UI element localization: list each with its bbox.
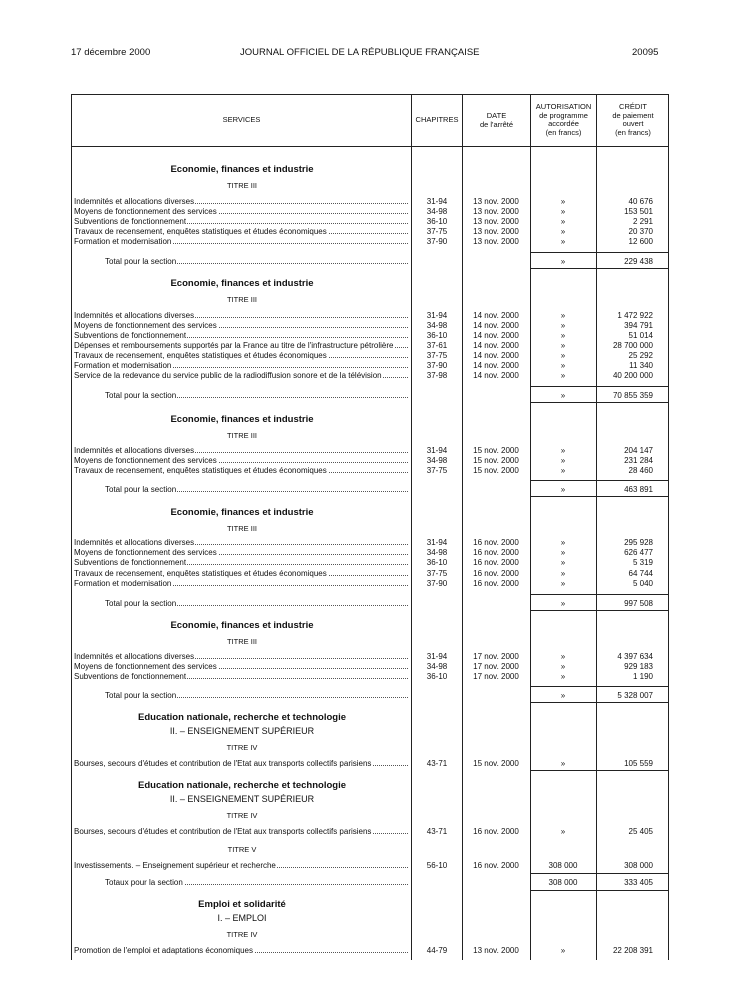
total-rule	[530, 252, 669, 253]
total-credit: 997 508	[624, 599, 653, 608]
titre-heading: TITRE III	[227, 295, 257, 304]
row-autorisation: »	[560, 321, 566, 330]
total-autorisation: 308 000	[548, 878, 578, 887]
titre-heading: TITRE IV	[226, 930, 258, 939]
row-label	[74, 456, 410, 465]
row-credit: 153 501	[624, 207, 653, 216]
row-autorisation: »	[560, 351, 566, 360]
section-subtitle: II. – ENSEIGNEMENT SUPÉRIEUR	[169, 726, 315, 736]
row-autorisation: »	[560, 672, 566, 681]
row-chapitre: 34-98	[426, 321, 448, 330]
row-label	[74, 662, 410, 671]
row-label	[74, 579, 410, 588]
row-chapitre: 37-90	[426, 237, 448, 246]
row-chapitre: 37-98	[426, 371, 448, 380]
row-autorisation: »	[560, 237, 566, 246]
total-autorisation: »	[560, 391, 566, 400]
row-chapitre: 36-10	[426, 331, 448, 340]
titre-heading: TITRE V	[227, 845, 257, 854]
row-chapitre: 37-61	[426, 341, 448, 350]
row-label	[74, 351, 410, 360]
row-autorisation: »	[560, 569, 566, 578]
row-date: 13 nov. 2000	[473, 946, 519, 955]
row-label-text: Indemnités et allocations diverses	[74, 446, 195, 455]
total-rule	[530, 402, 669, 403]
row-label-text: Travaux de recensement, enquêtes statistiques et études économiques	[74, 569, 327, 578]
row-label-text: Indemnités et allocations diverses	[74, 197, 195, 206]
row-label-text: Dépenses et remboursements supportés par la France au titre de l'infrastructure pétrolière	[74, 341, 394, 350]
total-rule	[530, 610, 669, 611]
total-label-text: Total pour la section	[105, 391, 177, 400]
row-label	[74, 672, 410, 681]
row-credit: 28 700 000	[612, 341, 653, 350]
total-rule	[530, 890, 669, 891]
row-label-text: Formation et modernisation	[74, 579, 172, 588]
row-autorisation: 308 000	[548, 861, 578, 870]
row-label	[74, 237, 410, 246]
row-chapitre: 37-90	[426, 361, 448, 370]
section-total-label	[105, 599, 410, 608]
row-date: 17 nov. 2000	[473, 662, 519, 671]
total-rule	[530, 702, 669, 703]
row-label	[74, 227, 410, 236]
row-chapitre: 31-94	[426, 538, 448, 547]
row-date: 14 nov. 2000	[473, 361, 519, 370]
total-rule	[530, 496, 669, 497]
row-label	[74, 861, 410, 870]
row-label-text: Travaux de recensement, enquêtes statistiques et études économiques	[74, 227, 327, 236]
col-header-date-line: de l'arrêté	[479, 119, 514, 129]
row-label-text: Subventions de fonctionnement	[74, 672, 187, 681]
col-header-chapitres: CHAPITRES	[415, 115, 459, 124]
titre-heading: TITRE IV	[226, 811, 258, 820]
row-chapitre: 34-98	[426, 207, 448, 216]
row-date: 16 nov. 2000	[473, 827, 519, 836]
section-total-label	[105, 878, 410, 887]
row-date: 13 nov. 2000	[473, 217, 519, 226]
row-chapitre: 36-10	[426, 558, 448, 567]
row-autorisation: »	[560, 466, 566, 475]
row-date: 13 nov. 2000	[473, 237, 519, 246]
section-title: Economie, finances et industrie	[170, 164, 314, 175]
row-label-text: Subventions de fonctionnement	[74, 558, 187, 567]
row-chapitre: 37-75	[426, 466, 448, 475]
col-header-credit-line: CRÉDIT	[619, 102, 647, 111]
row-label	[74, 446, 410, 455]
total-label-text: Total pour la section	[105, 485, 177, 494]
row-date: 16 nov. 2000	[473, 548, 519, 557]
row-label-text: Indemnités et allocations diverses	[74, 311, 195, 320]
total-rule	[530, 770, 669, 771]
row-label	[74, 371, 410, 380]
col-header-auto-line: de programme	[539, 110, 588, 120]
row-label	[74, 466, 410, 475]
row-date: 14 nov. 2000	[473, 371, 519, 380]
row-autorisation: »	[560, 446, 566, 455]
row-autorisation: »	[560, 662, 566, 671]
row-chapitre: 34-98	[426, 662, 448, 671]
total-credit: 229 438	[624, 257, 653, 266]
row-date: 16 nov. 2000	[473, 538, 519, 547]
row-label-text: Moyens de fonctionnement des services	[74, 207, 217, 216]
row-date: 15 nov. 2000	[473, 466, 519, 475]
row-label-text: Bourses, secours d'études et contribution de l'Etat aux transports collectifs parisiens	[74, 759, 372, 768]
titre-heading: TITRE III	[227, 524, 257, 533]
row-label-text: Moyens de fonctionnement des services	[74, 456, 217, 465]
row-label-text: Investissements. – Enseignement supérieur et recherche	[74, 861, 276, 870]
row-date: 14 nov. 2000	[473, 311, 519, 320]
row-label-text: Formation et modernisation	[74, 361, 172, 370]
row-credit: 20 370	[628, 227, 653, 236]
col-header-date-line: DATE	[486, 111, 507, 120]
row-label	[74, 197, 410, 206]
row-credit: 25 292	[628, 351, 653, 360]
row-label-text: Indemnités et allocations diverses	[74, 538, 195, 547]
row-chapitre: 56-10	[426, 861, 448, 870]
row-credit: 231 284	[624, 456, 653, 465]
section-total-label	[105, 691, 410, 700]
row-credit: 204 147	[624, 446, 653, 455]
section-subtitle: I. – EMPLOI	[217, 913, 267, 923]
row-credit: 308 000	[624, 861, 653, 870]
row-chapitre: 34-98	[426, 456, 448, 465]
total-label-text: Totaux pour la section	[105, 878, 183, 887]
row-label-text: Promotion de l'emploi et adaptations économiques	[74, 946, 253, 955]
total-credit: 333 405	[624, 878, 653, 887]
row-chapitre: 37-75	[426, 227, 448, 236]
row-date: 14 nov. 2000	[473, 351, 519, 360]
row-autorisation: »	[560, 227, 566, 236]
header-divider	[71, 146, 669, 147]
row-date: 16 nov. 2000	[473, 569, 519, 578]
row-label	[74, 331, 410, 340]
row-chapitre: 36-10	[426, 217, 448, 226]
row-label-text: Moyens de fonctionnement des services	[74, 321, 217, 330]
row-label	[74, 569, 410, 578]
row-date: 17 nov. 2000	[473, 652, 519, 661]
row-label	[74, 652, 410, 661]
row-date: 16 nov. 2000	[473, 558, 519, 567]
row-autorisation: »	[560, 311, 566, 320]
row-date: 15 nov. 2000	[473, 446, 519, 455]
row-label-text: Travaux de recensement, enquêtes statistiques et études économiques	[74, 351, 327, 360]
row-date: 15 nov. 2000	[473, 759, 519, 768]
total-credit: 70 855 359	[612, 391, 653, 400]
section-total-label	[105, 257, 410, 266]
page-number: 20095	[632, 47, 659, 58]
row-chapitre: 31-94	[426, 652, 448, 661]
total-autorisation: »	[560, 485, 566, 494]
row-label	[74, 946, 410, 955]
col-header-credit-line: ouvert	[622, 119, 644, 128]
total-rule	[530, 594, 669, 595]
section-title: Emploi et solidarité	[198, 899, 286, 910]
total-rule	[530, 480, 669, 481]
row-autorisation: »	[560, 217, 566, 226]
total-autorisation: »	[560, 599, 566, 608]
row-chapitre: 36-10	[426, 672, 448, 681]
row-chapitre: 44-79	[426, 946, 448, 955]
total-autorisation: »	[560, 257, 566, 266]
row-credit: 5 319	[632, 558, 653, 567]
col-header-auto-line: accordée	[548, 119, 579, 128]
row-autorisation: »	[560, 827, 566, 836]
row-credit: 12 600	[628, 237, 653, 246]
row-label-text: Moyens de fonctionnement des services	[74, 662, 217, 671]
col-header-autorisation	[531, 103, 596, 137]
total-autorisation: »	[560, 691, 566, 700]
row-credit: 22 208 391	[612, 946, 653, 955]
section-total-label	[105, 485, 410, 494]
total-rule	[530, 268, 669, 269]
column-divider	[411, 94, 412, 960]
total-rule	[530, 873, 669, 874]
row-label	[74, 827, 410, 836]
row-date: 15 nov. 2000	[473, 456, 519, 465]
row-credit: 25 405	[628, 827, 653, 836]
row-label	[74, 217, 410, 226]
section-total-label	[105, 391, 410, 400]
row-date: 17 nov. 2000	[473, 672, 519, 681]
row-date: 13 nov. 2000	[473, 207, 519, 216]
row-credit: 2 291	[632, 217, 653, 226]
section-title: Economie, finances et industrie	[170, 278, 314, 289]
col-header-services: SERVICES	[222, 115, 261, 124]
row-date: 14 nov. 2000	[473, 341, 519, 350]
row-autorisation: »	[560, 197, 566, 206]
row-credit: 4 397 634	[617, 652, 653, 661]
row-credit: 5 040	[632, 579, 653, 588]
row-credit: 64 744	[628, 569, 653, 578]
row-credit: 40 676	[628, 197, 653, 206]
row-autorisation: »	[560, 456, 566, 465]
row-chapitre: 43-71	[426, 759, 448, 768]
row-credit: 51 014	[628, 331, 653, 340]
col-header-credit	[597, 103, 669, 137]
row-credit: 626 477	[624, 548, 653, 557]
row-credit: 929 183	[624, 662, 653, 671]
section-title: Economie, finances et industrie	[170, 507, 314, 518]
row-chapitre: 31-94	[426, 446, 448, 455]
row-label	[74, 548, 410, 557]
row-autorisation: »	[560, 538, 566, 547]
row-autorisation: »	[560, 579, 566, 588]
row-date: 13 nov. 2000	[473, 197, 519, 206]
row-date: 14 nov. 2000	[473, 321, 519, 330]
total-rule	[530, 386, 669, 387]
row-label	[74, 341, 410, 350]
row-label	[74, 361, 410, 370]
row-label-text: Subventions de fonctionnement	[74, 331, 187, 340]
row-autorisation: »	[560, 331, 566, 340]
row-label-text: Bourses, secours d'études et contribution de l'Etat aux transports collectifs parisiens	[74, 827, 372, 836]
row-credit: 11 340	[629, 361, 653, 370]
col-header-credit-line: (en francs)	[615, 127, 651, 137]
row-autorisation: »	[560, 207, 566, 216]
total-credit: 463 891	[624, 485, 653, 494]
col-header-date	[463, 112, 530, 129]
total-label-text: Total pour la section	[105, 691, 177, 700]
row-label-text: Indemnités et allocations diverses	[74, 652, 195, 661]
titre-heading: TITRE III	[227, 431, 257, 440]
row-label-text: Moyens de fonctionnement des services	[74, 548, 217, 557]
row-chapitre: 31-94	[426, 197, 448, 206]
row-autorisation: »	[560, 341, 566, 350]
section-title: Education nationale, recherche et technologie	[138, 780, 346, 791]
section-subtitle: II. – ENSEIGNEMENT SUPÉRIEUR	[169, 794, 315, 804]
total-label-text: Total pour la section	[105, 599, 177, 608]
row-label	[74, 321, 410, 330]
col-header-auto-line: AUTORISATION	[535, 102, 592, 111]
row-autorisation: »	[560, 946, 566, 955]
row-credit: 1 472 922	[617, 311, 653, 320]
row-date: 16 nov. 2000	[473, 861, 519, 870]
col-header-auto-line: (en francs)	[545, 127, 582, 137]
row-label	[74, 538, 410, 547]
row-chapitre: 34-98	[426, 548, 448, 557]
row-credit: 1 190	[632, 672, 653, 681]
row-autorisation: »	[560, 558, 566, 567]
row-chapitre: 37-75	[426, 569, 448, 578]
total-label-text: Total pour la section	[105, 257, 177, 266]
row-autorisation: »	[560, 548, 566, 557]
row-chapitre: 37-90	[426, 579, 448, 588]
journal-title: JOURNAL OFFICIEL DE LA RÉPUBLIQUE FRANÇAISE	[240, 47, 480, 58]
row-label-text: Subventions de fonctionnement	[74, 217, 187, 226]
row-label	[74, 759, 410, 768]
row-label	[74, 207, 410, 216]
total-rule	[530, 686, 669, 687]
row-credit: 295 928	[624, 538, 653, 547]
titre-heading: TITRE IV	[226, 743, 258, 752]
row-date: 14 nov. 2000	[473, 331, 519, 340]
row-chapitre: 31-94	[426, 311, 448, 320]
row-credit: 105 559	[624, 759, 653, 768]
row-label-text: Service de la redevance du service public de la radiodiffusion sonore et de la télévision	[74, 371, 382, 380]
row-credit: 40 200 000	[612, 371, 653, 380]
row-autorisation: »	[560, 361, 566, 370]
row-credit: 28 460	[628, 466, 653, 475]
row-label	[74, 311, 410, 320]
section-title: Economie, finances et industrie	[170, 620, 314, 631]
row-credit: 394 791	[624, 321, 653, 330]
section-title: Economie, finances et industrie	[170, 414, 314, 425]
row-label	[74, 558, 410, 567]
row-autorisation: »	[560, 371, 566, 380]
row-label-text: Travaux de recensement, enquêtes statistiques et études économiques	[74, 466, 327, 475]
titre-heading: TITRE III	[227, 181, 257, 190]
titre-heading: TITRE III	[227, 637, 257, 646]
col-header-credit-line: de paiement	[612, 110, 654, 120]
total-credit: 5 328 007	[617, 691, 653, 700]
row-date: 13 nov. 2000	[473, 227, 519, 236]
header-date: 17 décembre 2000	[71, 47, 151, 58]
row-chapitre: 43-71	[426, 827, 448, 836]
row-date: 16 nov. 2000	[473, 579, 519, 588]
row-label-text: Formation et modernisation	[74, 237, 172, 246]
row-autorisation: »	[560, 652, 566, 661]
section-title: Education nationale, recherche et technologie	[138, 712, 346, 723]
row-chapitre: 37-75	[426, 351, 448, 360]
row-autorisation: »	[560, 759, 566, 768]
